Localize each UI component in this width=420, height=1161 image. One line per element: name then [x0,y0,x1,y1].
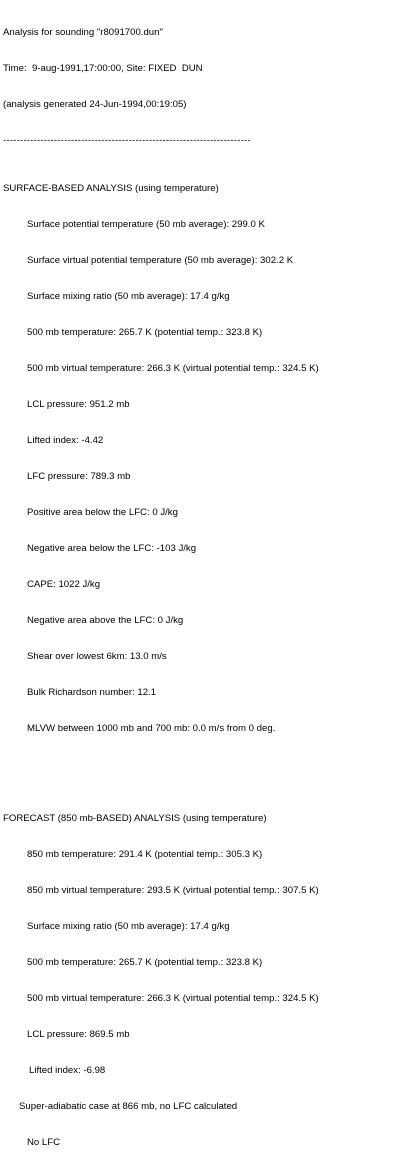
surface-line: 500 mb virtual temperature: 266.3 K (virtual potential temp.: 324.5 K) [27,363,319,374]
forecast-line: Lifted index: -6.98 [29,1065,106,1076]
forecast-line: Surface mixing ratio (50 mb average): 17.4 g/kg [27,921,230,932]
surface-line: Negative area above the LFC: 0 J/kg [27,615,184,626]
surface-line: Positive area below the LFC: 0 J/kg [27,507,178,518]
separator-line: ------------------------------------------------------------------------- [3,135,251,146]
surface-line: Lifted index: -4.42 [27,435,104,446]
surface-section-title: SURFACE-BASED ANALYSIS (using temperature) [3,183,219,194]
surface-line: 500 mb temperature: 265.7 K (potential temp.: 323.8 K) [27,327,263,338]
generated-line: (analysis generated 24-Jun-1994,00:19:05) [3,99,187,110]
surface-line: Surface virtual potential temperature (50 mb average): 302.2 K [27,255,294,266]
surface-line: Bulk Richardson number: 12.1 [27,687,157,698]
surface-line: LFC pressure: 789.3 mb [27,471,131,482]
surface-line: LCL pressure: 951.2 mb [27,399,130,410]
surface-line: CAPE: 1022 J/kg [27,579,101,590]
surface-line: Shear over lowest 6km: 13.0 m/s [27,651,167,662]
time-site-line: Time: 9-aug-1991,17:00:00, Site: FIXED DUN [3,63,203,74]
forecast-section-title: FORECAST (850 mb-BASED) ANALYSIS (using temperature) [3,813,267,824]
surface-line: Negative area below the LFC: -103 J/kg [27,543,197,554]
forecast-line: LCL pressure: 869.5 mb [27,1029,130,1040]
superadiabatic-note: Super-adiabatic case at 866 mb, no LFC calculated [19,1101,238,1112]
forecast-line: 850 mb virtual temperature: 293.5 K (virtual potential temp.: 307.5 K) [27,885,319,896]
forecast-line: 500 mb virtual temperature: 266.3 K (virtual potential temp.: 324.5 K) [27,993,319,1004]
surface-line: Surface mixing ratio (50 mb average): 17.4 g/kg [27,291,230,302]
surface-line: MLVW between 1000 mb and 700 mb: 0.0 m/s from 0 deg. [27,723,276,734]
forecast-line: 850 mb temperature: 291.4 K (potential temp.: 305.3 K) [27,849,263,860]
section-gap [3,771,420,777]
analysis-title: Analysis for sounding "r8091700.dun" [3,27,163,38]
forecast-line: 500 mb temperature: 265.7 K (potential temp.: 323.8 K) [27,957,263,968]
no-lfc-note: No LFC [27,1137,61,1148]
surface-line: Surface potential temperature (50 mb average): 299.0 K [27,219,265,230]
